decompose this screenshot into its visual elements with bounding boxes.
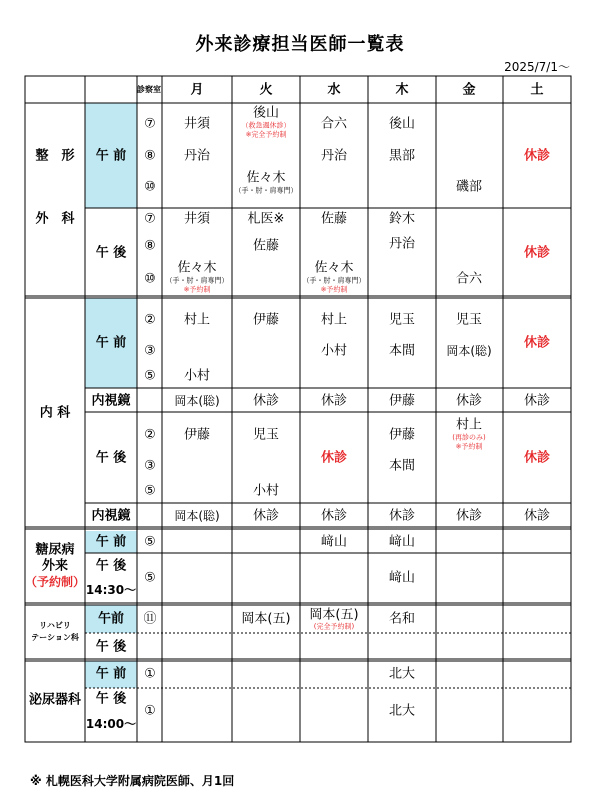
doctor-cell: 休診 — [523, 393, 551, 409]
doctor-cell: 北大 — [388, 703, 416, 719]
doctor-cell: 合六 — [320, 116, 348, 132]
doctor-cell: 村上 — [320, 312, 348, 328]
header-day-sat: 土 — [530, 82, 544, 98]
doctor-cell: 佐々木 — [246, 170, 286, 186]
dept-seikei-label2: 外 科 — [35, 211, 75, 227]
doctor-cell: 伊藤 — [388, 427, 416, 443]
room-5: ⑤ — [144, 368, 156, 384]
doctor-note: (完全予約制) — [313, 622, 355, 631]
room-7: ⑦ — [144, 211, 156, 227]
riha-am-label: 午前 — [97, 611, 125, 627]
doctor-cell: 名和 — [388, 611, 416, 627]
dept-naika-label: 内 科 — [39, 405, 71, 421]
dept-tonyo-label1: 糖尿病 — [35, 542, 75, 558]
room-2: ② — [144, 312, 156, 328]
tonyo-pm-label: 午 後 — [95, 558, 127, 574]
room-3: ③ — [144, 458, 156, 474]
doctor-cell: 﨑山 — [388, 534, 416, 550]
doctor-note: （手・肘・肩専門） — [302, 276, 366, 285]
doctor-cell: 児玉 — [388, 312, 416, 328]
room-8: ⑧ — [144, 148, 156, 164]
doctor-cell: 北大 — [388, 666, 416, 682]
doctor-cell: 休診 — [320, 508, 348, 524]
doctor-cell: 休診 — [252, 508, 280, 524]
doctor-cell: 休診 — [455, 393, 483, 409]
doctor-cell: 伊藤 — [388, 393, 416, 409]
dept-riha-label2: テーション科 — [31, 633, 79, 642]
header-day-fri: 金 — [462, 82, 476, 98]
closed-cell: 休診 — [523, 245, 551, 261]
doctor-cell: 佐藤 — [320, 211, 348, 227]
room-5: ⑤ — [144, 483, 156, 499]
closed-cell: 休診 — [320, 450, 348, 466]
naika-pm-endo-label: 内視鏡 — [91, 508, 131, 524]
room-8: ⑧ — [144, 238, 156, 254]
doctor-cell: 井須 — [183, 116, 211, 132]
header-room: 診察室 — [137, 85, 161, 94]
doctor-cell: 休診 — [320, 393, 348, 409]
doctor-cell: 後山 — [388, 116, 416, 132]
room-5: ⑤ — [144, 534, 156, 550]
doctor-cell: 伊藤 — [252, 312, 280, 328]
doctor-cell: 休診 — [388, 508, 416, 524]
room-3: ③ — [144, 343, 156, 359]
header-day-wed: 水 — [327, 82, 341, 98]
room-7: ⑦ — [144, 116, 156, 132]
doctor-cell: 岡本(五) — [309, 607, 359, 623]
hinyo-pm-time: 14:00～ — [85, 717, 137, 731]
dept-hinyo-label: 泌尿器科 — [28, 692, 82, 708]
naika-pm-label: 午 後 — [95, 450, 127, 466]
doctor-cell: 佐々木 — [177, 260, 217, 276]
hinyo-pm-label: 午 後 — [95, 691, 127, 707]
dept-tonyo-label3: （予約制） — [24, 575, 86, 589]
doctor-cell: 黒部 — [388, 148, 416, 164]
room-1: ① — [144, 666, 156, 682]
doctor-cell: 後山 — [252, 105, 280, 121]
naika-am-label: 午 前 — [95, 335, 127, 351]
doctor-cell: 井須 — [183, 211, 211, 227]
doctor-cell: 鈴木 — [388, 211, 416, 227]
naika-am-endo-label: 内視鏡 — [91, 393, 131, 409]
room-10: ⑩ — [144, 179, 156, 195]
closed-cell: 休診 — [523, 450, 551, 466]
doctor-cell: 休診 — [455, 508, 483, 524]
doctor-cell: 村上 — [455, 417, 483, 433]
header-day-tue: 火 — [259, 82, 273, 98]
doctor-note: ※予約制 — [320, 285, 348, 294]
doctor-cell: 本間 — [388, 343, 416, 359]
doctor-note: （手・肘・肩専門） — [234, 186, 298, 195]
doctor-cell: 岡本(五) — [241, 611, 291, 627]
doctor-note: ※完全予約制 — [245, 130, 287, 139]
doctor-cell: 佐々木 — [314, 260, 354, 276]
seikei-pm-label: 午 後 — [95, 245, 127, 261]
room-11: ⑪ — [143, 611, 157, 627]
doctor-cell: 児玉 — [252, 427, 280, 443]
header-day-mon: 月 — [190, 82, 204, 98]
tonyo-am-label: 午 前 — [95, 534, 127, 550]
doctor-cell: 休診 — [523, 508, 551, 524]
dept-seikei-label1: 整 形 — [35, 148, 75, 164]
room-2: ② — [144, 427, 156, 443]
doctor-cell: 本間 — [388, 458, 416, 474]
doctor-cell: 岡本(聡) — [174, 509, 220, 523]
doctor-cell: 磯部 — [455, 179, 483, 195]
doctor-note: (再診のみ) — [452, 433, 486, 442]
page-title: 外来診療担当医師一覧表 — [195, 34, 405, 55]
doctor-cell: 丹治 — [320, 148, 348, 164]
doctor-cell: 札医※ — [247, 211, 285, 227]
closed-cell: 休診 — [523, 148, 551, 164]
doctor-note: ※予約制 — [455, 442, 483, 451]
doctor-cell: 岡本(聡) — [174, 394, 220, 408]
doctor-cell: 合六 — [455, 271, 483, 287]
room-1: ① — [144, 703, 156, 719]
doctor-cell: 伊藤 — [183, 427, 211, 443]
header-day-thu: 木 — [395, 82, 409, 98]
effective-date: 2025/7/1～ — [504, 60, 570, 74]
doctor-note: （救急週休診） — [241, 121, 291, 130]
doctor-cell: 佐藤 — [252, 238, 280, 254]
doctor-note: （手・肘・肩専門） — [165, 276, 229, 285]
doctor-cell: 﨑山 — [388, 570, 416, 586]
dept-tonyo-label2: 外来 — [41, 558, 69, 574]
seikei-am-label: 午 前 — [95, 148, 127, 164]
riha-pm-label: 午 後 — [95, 639, 127, 655]
doctor-note: ※予約制 — [183, 285, 211, 294]
dept-riha-label1: リハビリ — [39, 621, 71, 630]
hinyo-am-label: 午 前 — [95, 666, 127, 682]
doctor-cell: 児玉 — [455, 312, 483, 328]
doctor-cell: 休診 — [252, 393, 280, 409]
room-5: ⑤ — [144, 570, 156, 586]
doctor-cell: 小村 — [252, 483, 280, 499]
doctor-cell: 丹治 — [183, 148, 211, 164]
closed-cell: 休診 — [523, 335, 551, 351]
doctor-cell: 岡本(聡) — [446, 344, 492, 358]
room-10: ⑩ — [144, 271, 156, 287]
footnote: ※ 札幌医科大学附属病院医師、月1回 — [30, 774, 235, 788]
doctor-cell: 小村 — [183, 368, 211, 384]
doctor-cell: 村上 — [183, 312, 211, 328]
doctor-cell: 小村 — [320, 343, 348, 359]
doctor-cell: 﨑山 — [320, 534, 348, 550]
doctor-cell: 丹治 — [388, 236, 416, 252]
tonyo-pm-time: 14:30～ — [85, 583, 137, 597]
